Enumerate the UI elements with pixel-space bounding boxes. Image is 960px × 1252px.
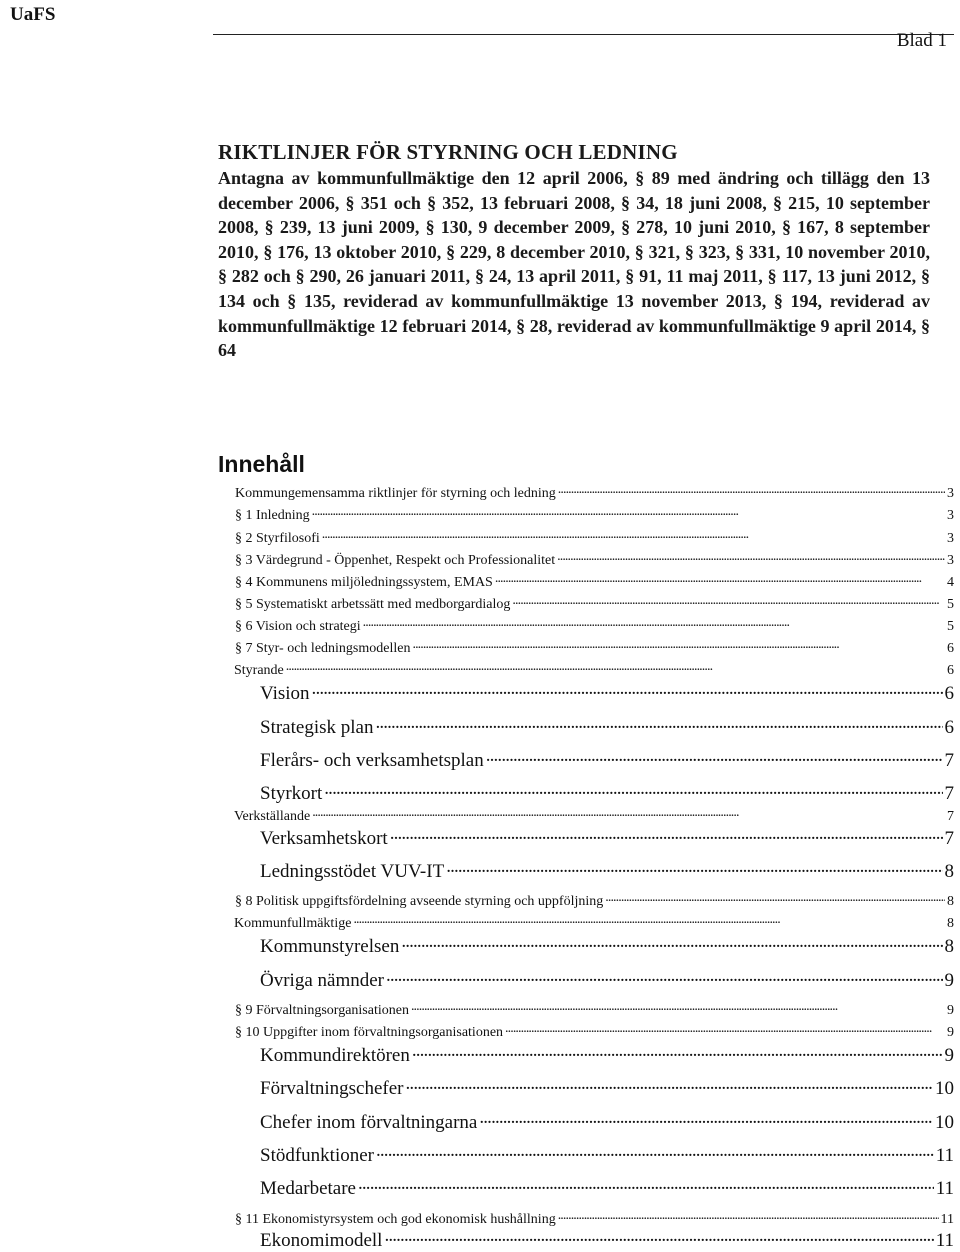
toc-entry[interactable] [235,1175,954,1200]
toc-entry-title: Kommundirektören [260,1045,410,1066]
toc-entry-title: Flerårs- och verksamhetsplan [260,750,484,771]
dot-leader [512,594,945,608]
toc-entry[interactable] [235,747,954,772]
toc-entry-page: 7 [947,809,954,824]
toc-entry[interactable] [235,1109,954,1134]
toc-entry[interactable] [235,1209,954,1228]
toc-entry-page: 9 [947,1025,954,1040]
toc-entry-page: 6 [947,663,954,678]
dot-leader [411,1000,945,1014]
toc-entry[interactable] [235,572,954,591]
toc-entry-page: 6 [944,717,954,738]
toc-entry[interactable] [234,806,954,825]
dot-leader [312,680,943,699]
toc-entry[interactable] [235,680,954,705]
dot-leader [412,638,945,652]
toc-entry-page: 3 [947,486,954,501]
toc-entry-title: Övriga nämnder [260,970,384,991]
dot-leader [312,505,945,519]
toc-entry-page: 8 [944,861,954,882]
toc-entry[interactable] [235,967,954,992]
toc-entry-page: 6 [944,683,954,704]
toc-entry-title: Chefer inom förvaltningarna [260,1112,478,1133]
toc-entry-page: 7 [944,828,954,849]
dot-leader [286,660,945,674]
toc-entry[interactable] [235,1022,954,1041]
toc-entry[interactable] [234,660,954,679]
dot-leader [558,1209,939,1223]
dot-leader [446,858,942,877]
toc-entry-title: § 6 Vision och strategi [235,619,361,634]
toc-entry[interactable] [235,780,954,805]
toc-entry[interactable] [235,825,954,850]
toc-entry-title: Styrande [234,663,284,678]
toc-entry-title: § 8 Politisk uppgiftsfördelning avseende styrning och uppföljning [235,894,604,909]
toc-entry[interactable] [235,616,954,635]
dot-leader [363,616,945,630]
toc-entry-title: Kommunfullmäktige [234,916,352,931]
toc-entry[interactable] [235,594,954,613]
dot-leader [386,967,943,986]
toc-entry-title: Strategisk plan [260,717,374,738]
toc-entry-title: § 1 Inledning [235,508,310,523]
toc-entry[interactable] [235,505,954,524]
toc-entry[interactable] [234,913,954,932]
toc-entry-page: 9 [944,970,954,991]
toc-entry-page: 11 [935,1145,954,1166]
dot-leader [358,1175,934,1194]
toc-entry[interactable] [235,1142,954,1167]
dot-leader [406,1075,933,1094]
toc-entry[interactable] [235,933,954,958]
toc-entry-page: 5 [947,619,954,634]
header-divider [213,34,954,35]
dot-leader [322,528,945,542]
dot-leader [557,550,945,564]
dot-leader [558,483,945,497]
toc-entry-title: Kommunstyrelsen [260,936,400,957]
toc-entry[interactable] [235,550,954,569]
toc-entry-title: Verkställande [234,809,311,824]
dot-leader [375,714,942,733]
toc-entry-title: § 7 Styr- och ledningsmodellen [235,641,411,656]
toc-entry-title: Förvaltningschefer [260,1078,404,1099]
toc-entry[interactable] [235,528,954,547]
decision-history-paragraph: Antagna av kommunfullmäktige den 12 april 2006, § 89 med ändring och tillägg den 13 december 2006, § 351 och § 352, 13 februari 2008, § 34, 18 juni 2008, § 215, 10 september 2008, § 239, 13 juni 2009, § 130, 9 december 2009, § 278, 10 juni 2010, § 167, 8 september 2010, § 176, 13 oktober 2010, § 229, 8 december 2010, § 321, § 323, § 331, 10 november 2010, § 282 och § 290, 26 januari 2011, § 24, 13 april 2011, § 91, 11 maj 2011, § 117, 13 juni 2012, § 134 och § 135, reviderad av kommunfullmäktige 13 november 2013, § 194, reviderad av kommunfullmäktige 12 februari 2014, § 28, reviderad av kommunfullmäktige 9 april 2014, § 64 [218,168,930,361]
dot-leader [486,747,943,766]
toc-entry-title: § 4 Kommunens miljöledningssystem, EMAS [235,575,493,590]
toc-entry-page: 7 [944,783,954,804]
toc-entry-title: Kommungemensamma riktlinjer för styrning och ledning [235,486,556,501]
dot-leader [412,1042,943,1061]
toc-entry-page: 9 [947,1003,954,1018]
toc-entry[interactable] [235,858,954,883]
dot-leader [479,1109,933,1128]
toc-entry-page: 3 [947,508,954,523]
toc-entry[interactable] [235,714,954,739]
toc-entry[interactable] [235,638,954,657]
dot-leader [376,1142,934,1161]
document-title: RIKTLINJER FÖR STYRNING OCH LEDNING [218,140,678,164]
toc-entry-page: 7 [944,750,954,771]
dot-leader [324,780,942,799]
toc-entry-title: § 3 Värdegrund - Öppenhet, Respekt och Professionalitet [235,553,556,568]
toc-entry[interactable] [235,1075,954,1100]
dot-leader [605,891,945,905]
toc-entry-title: Verksamhetskort [260,828,388,849]
toc-entry[interactable] [235,891,954,910]
toc-entry-page: 8 [947,916,954,931]
toc-entry-title: Ekonomimodell [260,1230,383,1251]
toc-entry-page: 10 [935,1078,954,1099]
toc-entry-page: 3 [947,553,954,568]
dot-leader [353,913,945,927]
toc-entry-title: Ledningsstödet VUV-IT [260,861,445,882]
toc-entry[interactable] [235,1227,954,1252]
dot-leader [505,1022,945,1036]
toc-entry[interactable] [235,1042,954,1067]
toc-entry-title: § 11 Ekonomistyrsystem och god ekonomisk hushållning [235,1212,556,1227]
dot-leader [495,572,945,586]
toc-entry-page: 3 [947,531,954,546]
toc-entry-title: § 10 Uppgifter inom förvaltningsorganisationen [235,1025,504,1040]
dot-leader [384,1227,933,1246]
dot-leader [401,933,942,952]
toc-entry-title: § 2 Styrfilosofi [235,531,320,546]
toc-entry-page: 8 [944,936,954,957]
toc-entry-page: 8 [947,894,954,909]
toc-entry-page: 11 [935,1178,954,1199]
toc-heading: Innehåll [218,451,305,477]
toc-entry-title: Styrkort [260,783,323,804]
toc-entry-page: 11 [935,1230,954,1251]
dot-leader [390,825,943,844]
toc-entry-page: 5 [947,597,954,612]
toc-entry-page: 11 [940,1212,954,1227]
toc-entry-page: 9 [944,1045,954,1066]
toc-entry-title: Stödfunktioner [260,1145,374,1166]
toc-entry-page: 4 [947,575,954,590]
dot-leader [312,806,945,820]
toc-entry-title: § 5 Systematiskt arbetssätt med medborgardialog [235,597,511,612]
toc-entry-page: 6 [947,641,954,656]
sheet-number: Blad 1 [896,30,947,51]
toc-entry-page: 10 [935,1112,954,1133]
toc-entry-title: Medarbetare [260,1178,356,1199]
toc-entry-title: § 9 Förvaltningsorganisationen [235,1003,409,1018]
document-series-label: UaFS [10,4,56,25]
toc-entry[interactable] [235,483,954,502]
toc-entry-title: Vision [260,683,310,704]
toc-entry[interactable] [235,1000,954,1019]
